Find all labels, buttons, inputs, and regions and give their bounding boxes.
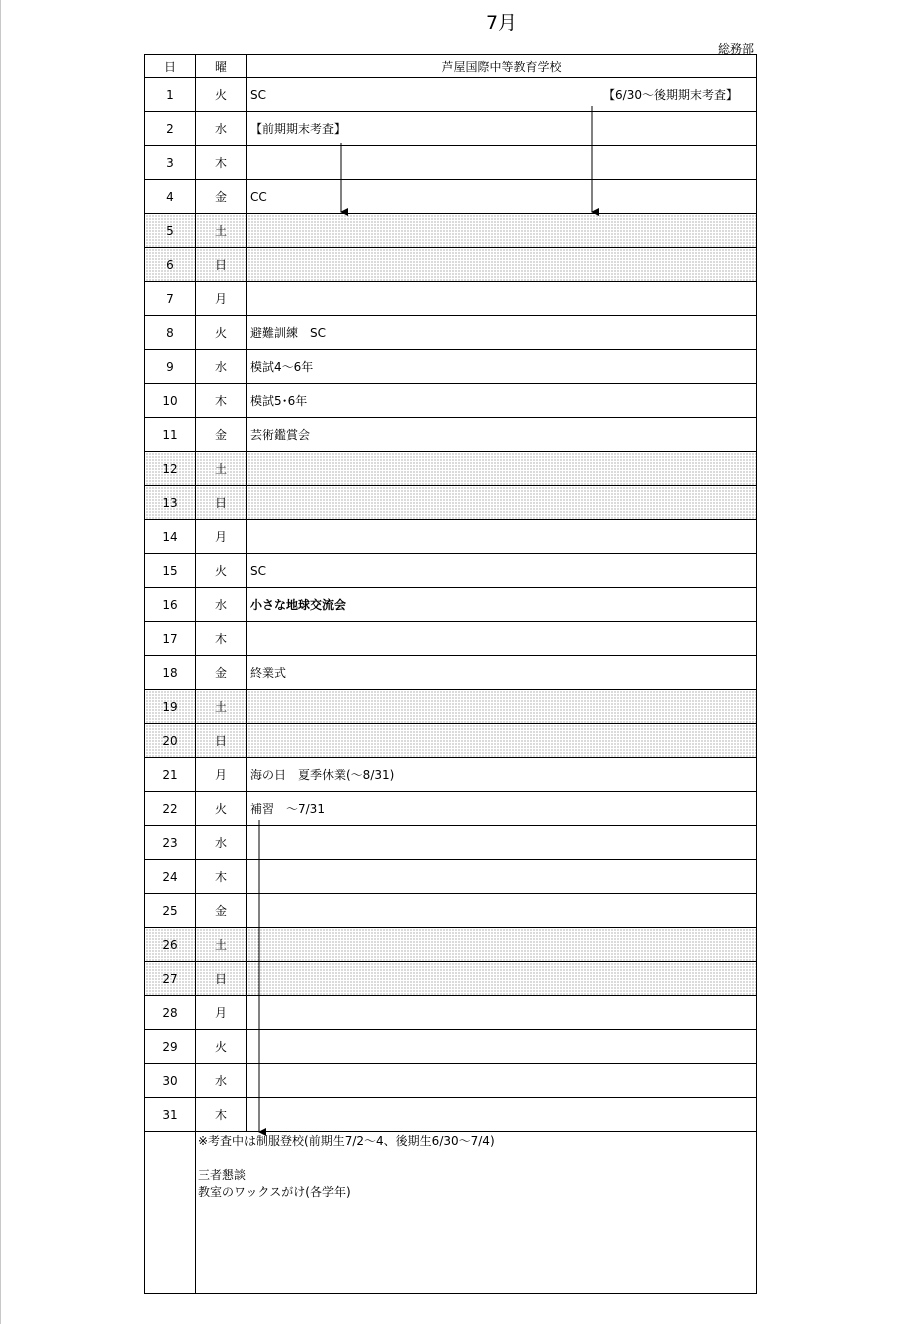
date-cell: 26: [145, 928, 196, 962]
date-cell: 31: [145, 1098, 196, 1132]
header-date: 日: [145, 55, 196, 78]
weekday-cell: 日: [196, 486, 247, 520]
date-cell: 23: [145, 826, 196, 860]
date-cell: 16: [145, 588, 196, 622]
weekday-cell: 木: [196, 622, 247, 656]
date-cell: 21: [145, 758, 196, 792]
date-cell: 15: [145, 554, 196, 588]
weekday-cell: 日: [196, 962, 247, 996]
weekday-cell: 火: [196, 1030, 247, 1064]
date-cell: 2: [145, 112, 196, 146]
weekday-cell: 土: [196, 452, 247, 486]
event-text-right: 【6/30～後期期末考査】: [603, 88, 738, 102]
date-cell: 25: [145, 894, 196, 928]
weekday-cell: 月: [196, 282, 247, 316]
date-cell: 29: [145, 1030, 196, 1064]
weekday-cell: 日: [196, 724, 247, 758]
date-cell: 19: [145, 690, 196, 724]
weekday-cell: 土: [196, 214, 247, 248]
header-school: 芦屋国際中等教育学校: [247, 55, 757, 78]
weekday-cell: 金: [196, 656, 247, 690]
date-cell: 17: [145, 622, 196, 656]
event-text: 【前期期末考査】: [250, 122, 347, 136]
date-cell: 14: [145, 520, 196, 554]
date-cell: 18: [145, 656, 196, 690]
event-text: 芸術鑑賞会: [250, 428, 311, 442]
weekday-cell: 水: [196, 826, 247, 860]
note-exam-uniform: ※考査中は制服登校(前期生7/2～4、後期生6/30～7/4): [198, 1134, 495, 1148]
date-cell: 28: [145, 996, 196, 1030]
weekday-cell: 月: [196, 758, 247, 792]
event-text: SC: [250, 87, 266, 102]
weekday-cell: 木: [196, 860, 247, 894]
weekday-cell: 水: [196, 112, 247, 146]
weekday-cell: 土: [196, 690, 247, 724]
date-cell: 20: [145, 724, 196, 758]
date-cell: 9: [145, 350, 196, 384]
event-text: 終業式: [250, 666, 287, 680]
date-cell: 6: [145, 248, 196, 282]
note-classroom-wax: 教室のワックスがけ(各学年): [198, 1185, 351, 1199]
event-text: SC: [250, 563, 266, 578]
weekday-cell: 火: [196, 554, 247, 588]
weekday-cell: 月: [196, 520, 247, 554]
event-text: 海の日 夏季休業(～8/31): [250, 768, 395, 782]
page-title: 7月: [485, 12, 518, 34]
weekday-cell: 木: [196, 146, 247, 180]
date-cell: 11: [145, 418, 196, 452]
event-text: 小さな地球交流会: [250, 598, 347, 612]
weekday-cell: 水: [196, 588, 247, 622]
weekday-cell: 木: [196, 384, 247, 418]
event-text: 補習 ～7/31: [250, 802, 325, 816]
weekday-cell: 火: [196, 78, 247, 112]
date-cell: 13: [145, 486, 196, 520]
weekday-cell: 火: [196, 792, 247, 826]
weekday-cell: 金: [196, 418, 247, 452]
weekday-cell: 火: [196, 316, 247, 350]
note-three-party-meeting: 三者懇談: [198, 1168, 247, 1182]
date-cell: 10: [145, 384, 196, 418]
event-text: 模試5･6年: [250, 394, 308, 408]
date-cell: 8: [145, 316, 196, 350]
weekday-cell: 水: [196, 1064, 247, 1098]
weekday-cell: 木: [196, 1098, 247, 1132]
date-cell: 12: [145, 452, 196, 486]
weekday-cell: 金: [196, 180, 247, 214]
date-cell: 4: [145, 180, 196, 214]
weekday-cell: 月: [196, 996, 247, 1030]
event-text: CC: [250, 189, 267, 204]
date-cell: 1: [145, 78, 196, 112]
weekday-cell: 土: [196, 928, 247, 962]
department-label: 総務部: [717, 42, 754, 56]
date-cell: 24: [145, 860, 196, 894]
date-cell: 27: [145, 962, 196, 996]
event-text: 模試4～6年: [250, 360, 314, 374]
date-cell: 5: [145, 214, 196, 248]
date-cell: 30: [145, 1064, 196, 1098]
date-cell: 22: [145, 792, 196, 826]
date-cell: 7: [145, 282, 196, 316]
weekday-cell: 金: [196, 894, 247, 928]
weekday-cell: 日: [196, 248, 247, 282]
date-cell: 3: [145, 146, 196, 180]
weekday-cell: 水: [196, 350, 247, 384]
event-text: 避難訓練 SC: [250, 326, 326, 340]
header-weekday: 曜: [196, 55, 247, 78]
